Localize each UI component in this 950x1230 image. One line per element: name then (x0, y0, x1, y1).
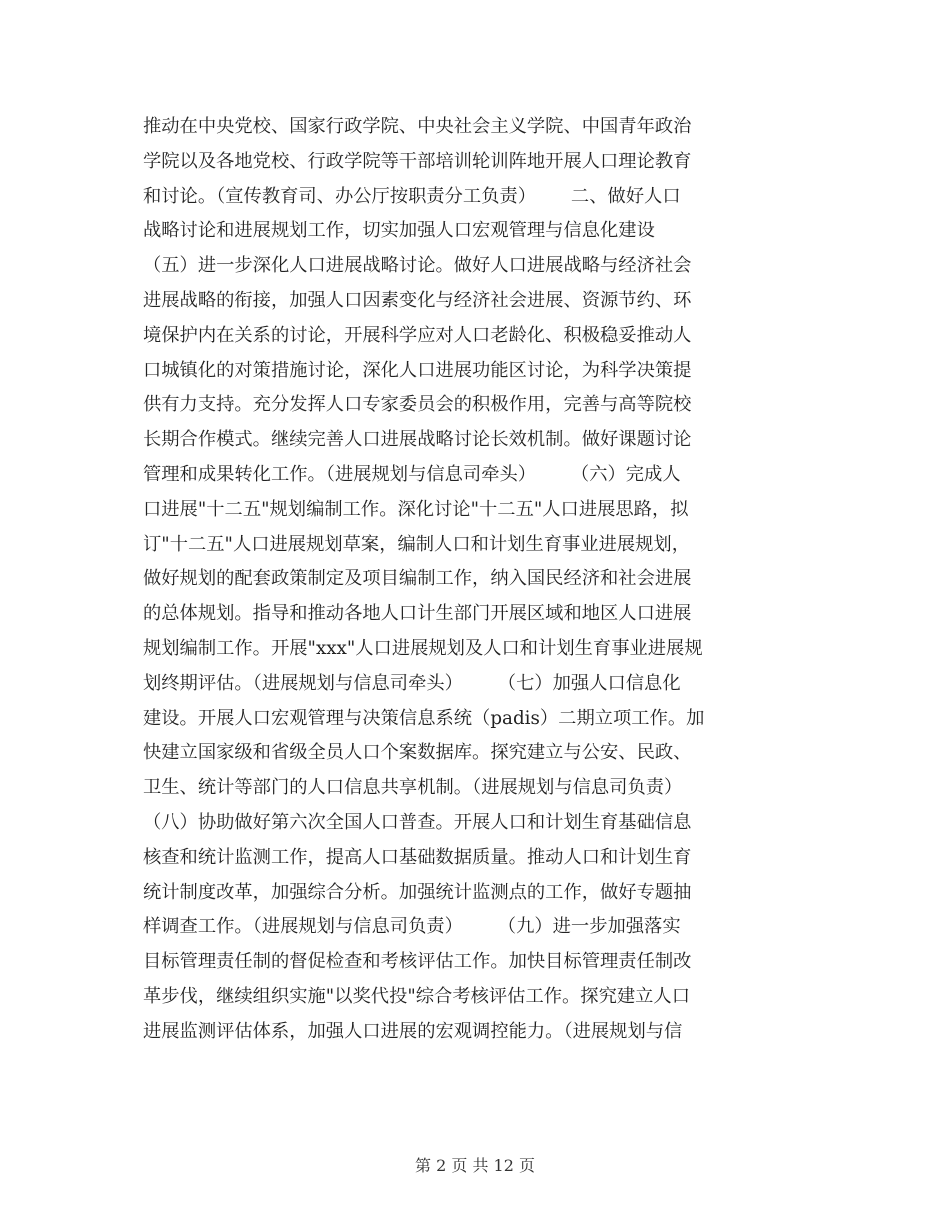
text-line: 目标管理责任制的督促检查和考核评估工作。加快目标管理责任制改 (143, 951, 692, 973)
text-line: 划终期评估。（进展规划与信息司牵头） （七）加强人口信息化 (143, 672, 681, 694)
text-line: 做好规划的配套政策制定及项目编制工作，纳入国民经济和社会进展 (143, 568, 692, 590)
text-line: （五）进一步深化人口进展战略讨论。做好人口进展战略与经济社会 (143, 255, 692, 277)
text-line: 长期合作模式。继续完善人口进展战略讨论长效机制。做好课题讨论 (143, 429, 692, 451)
text-line: 口进展"十二五"规划编制工作。深化讨论"十二五"人口进展思路，拟 (143, 498, 689, 520)
text-line: 口城镇化的对策措施讨论，深化人口进展功能区讨论，为科学决策提 (143, 359, 692, 381)
text-line: 快建立国家级和省级全员人口个案数据库。探究建立与公安、民政、 (143, 742, 692, 764)
text-line: 战略讨论和进展规划工作，切实加强人口宏观管理与信息化建设 (143, 220, 655, 242)
text-line: 核查和统计监测工作，提高人口基础数据质量。推动人口和计划生育 (143, 846, 692, 868)
body-text (143, 110, 807, 1050)
page-number-footer: 第 2 页 共 12 页 (415, 1156, 535, 1175)
text-line: 供有力支持。充分发挥人口专家委员会的积极作用，完善与高等院校 (143, 394, 692, 416)
text-line: 革步伐，继续组织实施"以奖代投"综合考核评估工作。探究建立人口 (143, 985, 690, 1007)
text-line: 订"十二五"人口进展规划草案，编制人口和计划生育事业进展规划， (143, 533, 690, 555)
text-line: 管理和成果转化工作。（进展规划与信息司牵头） （六）完成人 (143, 463, 681, 485)
text-line: 境保护内在关系的讨论，开展科学应对人口老龄化、积极稳妥推动人 (143, 324, 692, 346)
text-line: 卫生、统计等部门的人口信息共享机制。（进展规划与信息司负责） (143, 777, 683, 799)
text-line: 的总体规划。指导和推动各地人口计生部门开展区域和地区人口进展 (143, 603, 692, 625)
text-line: 学院以及各地党校、行政学院等干部培训轮训阵地开展人口理论教育 (143, 150, 692, 172)
text-line: 统计制度改革，加强综合分析。加强统计监测点的工作，做好专题抽 (143, 881, 692, 903)
text-line: 进展监测评估体系，加强人口进展的宏观调控能力。（进展规划与信 (143, 1020, 683, 1042)
text-line: 和讨论。（宣传教育司、办公厅按职责分工负责） 二、做好人口 (143, 185, 681, 207)
text-line: 进展战略的衔接，加强人口因素变化与经济社会进展、资源节约、环 (143, 289, 692, 311)
text-line: 规划编制工作。开展"xxx"人口进展规划及人口和计划生育事业进展规 (143, 637, 703, 659)
text-line: 样调查工作。（进展规划与信息司负责） （九）进一步加强落实 (143, 916, 681, 938)
text-line: 推动在中央党校、国家行政学院、中央社会主义学院、中国青年政治 (143, 116, 692, 137)
text-line: 建设。开展人口宏观管理与决策信息系统（padis）二期立项工作。加 (143, 707, 705, 729)
text-line: （八）协助做好第六次全国人口普查。开展人口和计划生育基础信息 (143, 811, 692, 833)
